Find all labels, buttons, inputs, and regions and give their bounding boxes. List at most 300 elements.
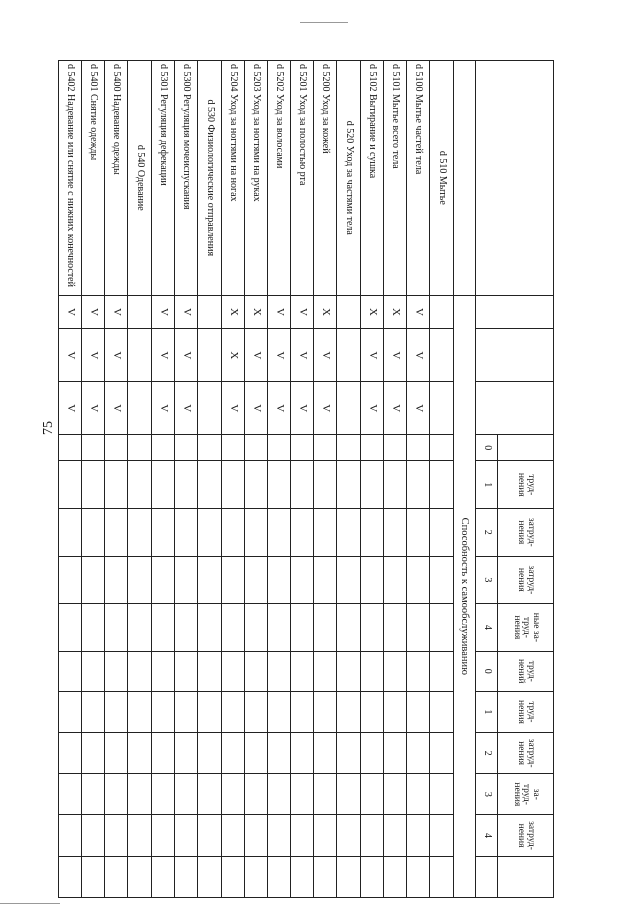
empty-cell xyxy=(82,509,105,557)
empty-cell xyxy=(152,604,175,652)
empty-cell xyxy=(105,815,128,856)
row-name: d 5200 Уход за кожей xyxy=(314,61,337,296)
row-name: d 5301 Регуляция дефекации xyxy=(152,61,175,296)
empty-cell xyxy=(152,856,175,897)
empty-cell xyxy=(268,651,291,691)
empty-cell xyxy=(291,461,314,509)
rating-mark xyxy=(198,329,222,382)
assessment-table-rotated xyxy=(62,60,554,898)
row-name: d 5100 Мытье частей тела xyxy=(407,61,430,296)
empty-cell xyxy=(291,856,314,897)
empty-cell xyxy=(175,733,198,774)
section-blank-cell xyxy=(454,61,476,296)
header-number: 3 xyxy=(476,774,498,815)
empty-cell xyxy=(361,691,384,732)
empty-cell xyxy=(59,604,82,652)
rating-mark: V xyxy=(407,382,430,435)
empty-cell xyxy=(407,691,430,732)
empty-cell xyxy=(82,461,105,509)
header-label: труд- нения xyxy=(498,461,554,509)
empty-cell xyxy=(59,461,82,509)
header-blank-cell xyxy=(476,61,554,296)
empty-cell xyxy=(198,556,222,604)
empty-cell xyxy=(222,691,245,732)
rating-mark: V xyxy=(59,295,82,329)
table-row xyxy=(222,61,245,898)
empty-cell xyxy=(314,509,337,557)
empty-cell xyxy=(361,651,384,691)
empty-cell xyxy=(152,651,175,691)
rating-mark xyxy=(337,295,361,329)
empty-cell xyxy=(222,435,245,461)
empty-cell xyxy=(384,774,407,815)
empty-cell xyxy=(82,856,105,897)
rating-mark: V xyxy=(384,382,407,435)
empty-cell xyxy=(59,651,82,691)
empty-cell xyxy=(268,556,291,604)
empty-cell xyxy=(198,733,222,774)
empty-cell xyxy=(152,691,175,732)
row-name: d 5202 Уход за волосами xyxy=(268,61,291,296)
empty-cell xyxy=(175,856,198,897)
empty-cell xyxy=(337,604,361,652)
empty-cell xyxy=(384,461,407,509)
empty-cell xyxy=(222,815,245,856)
empty-cell xyxy=(361,556,384,604)
empty-cell xyxy=(407,651,430,691)
empty-cell xyxy=(222,651,245,691)
empty-cell xyxy=(268,815,291,856)
empty-cell xyxy=(105,604,128,652)
header-label: труд- нения xyxy=(498,691,554,732)
empty-cell xyxy=(59,509,82,557)
group-name: d 530 Физиологические отправления xyxy=(198,61,222,296)
row-name: d 5201 Уход за полостью рта xyxy=(291,61,314,296)
empty-cell xyxy=(268,691,291,732)
empty-cell xyxy=(361,604,384,652)
empty-cell xyxy=(198,856,222,897)
rating-mark: X xyxy=(222,295,245,329)
empty-cell xyxy=(245,815,268,856)
rating-mark: V xyxy=(268,295,291,329)
rating-mark: V xyxy=(105,382,128,435)
table-row xyxy=(314,61,337,898)
empty-cell xyxy=(384,815,407,856)
empty-cell xyxy=(407,435,430,461)
empty-cell xyxy=(430,604,454,652)
empty-cell xyxy=(152,461,175,509)
empty-cell xyxy=(291,556,314,604)
rating-mark: V xyxy=(82,382,105,435)
empty-cell xyxy=(430,435,454,461)
empty-cell xyxy=(128,435,152,461)
empty-cell xyxy=(222,556,245,604)
empty-cell xyxy=(59,856,82,897)
empty-cell xyxy=(175,815,198,856)
empty-cell xyxy=(245,556,268,604)
rating-mark xyxy=(430,329,454,382)
empty-cell xyxy=(175,509,198,557)
empty-cell xyxy=(337,856,361,897)
header-number: 0 xyxy=(476,435,498,461)
empty-cell xyxy=(152,556,175,604)
row-name: d 5204 Уход за ногтями на ногах xyxy=(222,61,245,296)
empty-cell xyxy=(430,691,454,732)
empty-cell xyxy=(407,856,430,897)
empty-cell xyxy=(222,509,245,557)
empty-cell xyxy=(222,604,245,652)
empty-cell xyxy=(198,774,222,815)
empty-cell xyxy=(407,461,430,509)
empty-cell xyxy=(198,435,222,461)
table-row xyxy=(59,61,82,898)
rating-mark: X xyxy=(314,295,337,329)
empty-cell xyxy=(337,556,361,604)
empty-cell xyxy=(175,651,198,691)
empty-cell xyxy=(268,856,291,897)
rating-mark xyxy=(430,295,454,329)
empty-cell xyxy=(222,856,245,897)
rating-mark xyxy=(198,295,222,329)
empty-cell xyxy=(105,556,128,604)
empty-cell xyxy=(198,651,222,691)
rating-mark xyxy=(128,295,152,329)
empty-cell xyxy=(291,509,314,557)
table-row xyxy=(82,61,105,898)
empty-cell xyxy=(152,733,175,774)
rating-mark xyxy=(128,329,152,382)
empty-cell xyxy=(314,435,337,461)
empty-cell xyxy=(222,774,245,815)
section-title-row xyxy=(454,61,476,898)
rating-mark: V xyxy=(291,382,314,435)
empty-cell xyxy=(361,815,384,856)
rating-mark: V xyxy=(268,382,291,435)
empty-cell xyxy=(198,815,222,856)
rating-mark: V xyxy=(82,329,105,382)
empty-cell xyxy=(361,733,384,774)
rating-mark: V xyxy=(268,329,291,382)
empty-cell xyxy=(430,556,454,604)
empty-cell xyxy=(268,733,291,774)
empty-cell xyxy=(152,815,175,856)
empty-cell xyxy=(128,461,152,509)
rating-mark: V xyxy=(407,295,430,329)
empty-cell xyxy=(105,461,128,509)
empty-cell xyxy=(175,691,198,732)
empty-cell xyxy=(105,774,128,815)
empty-cell xyxy=(407,604,430,652)
empty-cell xyxy=(314,604,337,652)
empty-cell xyxy=(245,856,268,897)
empty-cell xyxy=(152,774,175,815)
rating-mark: V xyxy=(175,295,198,329)
empty-cell xyxy=(291,435,314,461)
empty-cell xyxy=(245,733,268,774)
empty-cell xyxy=(105,435,128,461)
header-row xyxy=(498,61,554,898)
empty-cell xyxy=(291,691,314,732)
rating-mark: V xyxy=(105,329,128,382)
empty-cell xyxy=(82,774,105,815)
rating-mark: V xyxy=(245,382,268,435)
header-label: затруд- нения xyxy=(498,509,554,557)
empty-cell xyxy=(361,774,384,815)
header-label: затруд- нения xyxy=(498,815,554,856)
empty-cell xyxy=(314,556,337,604)
rating-mark: V xyxy=(384,329,407,382)
rating-mark: V xyxy=(152,329,175,382)
rating-mark xyxy=(128,382,152,435)
header-blank-cell xyxy=(476,856,498,897)
empty-cell xyxy=(222,733,245,774)
empty-cell xyxy=(314,651,337,691)
empty-cell xyxy=(291,815,314,856)
rating-mark: V xyxy=(291,329,314,382)
table-row xyxy=(245,61,268,898)
empty-cell xyxy=(105,651,128,691)
empty-cell xyxy=(384,604,407,652)
section-title: Способность к самообслуживанию xyxy=(454,295,476,897)
rating-mark: V xyxy=(361,329,384,382)
rating-mark: X xyxy=(361,295,384,329)
rating-mark xyxy=(430,382,454,435)
empty-cell xyxy=(59,691,82,732)
rating-mark: V xyxy=(314,329,337,382)
group-row xyxy=(337,61,361,898)
header-number: 2 xyxy=(476,733,498,774)
empty-cell xyxy=(384,435,407,461)
row-name: d 5203 Уход за ногтями на руках xyxy=(245,61,268,296)
empty-cell xyxy=(268,435,291,461)
header-number: 4 xyxy=(476,604,498,652)
empty-cell xyxy=(407,733,430,774)
header-label: затруд- нения xyxy=(498,733,554,774)
empty-cell xyxy=(361,856,384,897)
empty-cell xyxy=(407,774,430,815)
table-row xyxy=(291,61,314,898)
rating-mark: V xyxy=(152,295,175,329)
empty-cell xyxy=(82,733,105,774)
rating-mark: X xyxy=(245,295,268,329)
rating-mark: V xyxy=(152,382,175,435)
empty-cell xyxy=(291,604,314,652)
empty-cell xyxy=(82,435,105,461)
group-name: d 540 Одевание xyxy=(128,61,152,296)
empty-cell xyxy=(198,604,222,652)
empty-cell xyxy=(430,856,454,897)
empty-cell xyxy=(128,651,152,691)
header-blank-cell xyxy=(498,856,554,897)
empty-cell xyxy=(407,509,430,557)
rating-mark: V xyxy=(82,295,105,329)
empty-cell xyxy=(314,461,337,509)
rating-mark: V xyxy=(59,382,82,435)
header-number: 0 xyxy=(476,651,498,691)
rating-mark: V xyxy=(407,329,430,382)
empty-cell xyxy=(245,691,268,732)
empty-cell xyxy=(59,774,82,815)
empty-cell xyxy=(384,691,407,732)
empty-cell xyxy=(82,556,105,604)
rating-mark: V xyxy=(361,382,384,435)
header-label: затруд- нения xyxy=(498,556,554,604)
row-name: d 5400 Надевание одежды xyxy=(105,61,128,296)
rating-mark xyxy=(198,382,222,435)
empty-cell xyxy=(175,556,198,604)
empty-cell xyxy=(314,815,337,856)
header-number: 2 xyxy=(476,509,498,557)
header-number: 1 xyxy=(476,461,498,509)
empty-cell xyxy=(82,691,105,732)
group-row xyxy=(128,61,152,898)
empty-cell xyxy=(430,461,454,509)
empty-cell xyxy=(268,604,291,652)
empty-cell xyxy=(245,461,268,509)
empty-cell xyxy=(128,691,152,732)
empty-cell xyxy=(222,461,245,509)
empty-cell xyxy=(384,856,407,897)
empty-cell xyxy=(82,604,105,652)
header-number: 1 xyxy=(476,691,498,732)
empty-cell xyxy=(430,733,454,774)
scan-artifact-line xyxy=(0,903,60,904)
header-blank-cell xyxy=(498,435,554,461)
rating-mark: V xyxy=(105,295,128,329)
empty-cell xyxy=(407,815,430,856)
empty-cell xyxy=(384,509,407,557)
empty-cell xyxy=(105,509,128,557)
header-number: 3 xyxy=(476,556,498,604)
empty-cell xyxy=(337,733,361,774)
rating-mark: V xyxy=(59,329,82,382)
empty-cell xyxy=(128,815,152,856)
empty-cell xyxy=(361,509,384,557)
rating-mark xyxy=(337,382,361,435)
empty-cell xyxy=(314,856,337,897)
rating-mark: V xyxy=(222,382,245,435)
rating-mark: V xyxy=(175,329,198,382)
empty-cell xyxy=(245,774,268,815)
empty-cell xyxy=(268,461,291,509)
table-row xyxy=(407,61,430,898)
empty-cell xyxy=(430,815,454,856)
group-name: d 520 Уход за частями тела xyxy=(337,61,361,296)
empty-cell xyxy=(128,856,152,897)
empty-cell xyxy=(59,556,82,604)
empty-cell xyxy=(105,691,128,732)
rating-mark: V xyxy=(175,382,198,435)
table-row xyxy=(361,61,384,898)
empty-cell xyxy=(175,604,198,652)
empty-cell xyxy=(245,604,268,652)
header-label: ные за- труд- нения xyxy=(498,604,554,652)
empty-cell xyxy=(245,509,268,557)
row-name: d 5402 Надевание или снятие с нижних конечностей xyxy=(59,61,82,296)
header-blank-cell xyxy=(476,382,554,435)
rating-mark: X xyxy=(222,329,245,382)
empty-cell xyxy=(128,733,152,774)
empty-cell xyxy=(384,733,407,774)
empty-cell xyxy=(337,435,361,461)
empty-cell xyxy=(198,509,222,557)
empty-cell xyxy=(361,435,384,461)
empty-cell xyxy=(245,651,268,691)
group-row xyxy=(430,61,454,898)
empty-cell xyxy=(314,691,337,732)
empty-cell xyxy=(59,435,82,461)
empty-cell xyxy=(105,733,128,774)
empty-cell xyxy=(314,774,337,815)
rating-mark: V xyxy=(291,295,314,329)
empty-cell xyxy=(407,556,430,604)
table-row xyxy=(175,61,198,898)
self-care-assessment-table xyxy=(58,60,554,898)
empty-cell xyxy=(337,509,361,557)
row-name: d 5101 Мытье всего тела xyxy=(384,61,407,296)
row-name: d 5300 Регуляция мочеиспускания xyxy=(175,61,198,296)
empty-cell xyxy=(128,774,152,815)
empty-cell xyxy=(175,774,198,815)
header-blank-cell xyxy=(476,295,554,329)
empty-cell xyxy=(337,815,361,856)
rating-mark xyxy=(337,329,361,382)
empty-cell xyxy=(128,509,152,557)
empty-cell xyxy=(82,815,105,856)
rating-mark: V xyxy=(314,382,337,435)
table-row xyxy=(384,61,407,898)
table-row xyxy=(152,61,175,898)
scan-artifact-line xyxy=(300,22,348,23)
empty-cell xyxy=(59,733,82,774)
empty-cell xyxy=(152,435,175,461)
empty-cell xyxy=(268,509,291,557)
empty-cell xyxy=(105,856,128,897)
header-label: труд- нений xyxy=(498,651,554,691)
empty-cell xyxy=(291,733,314,774)
page-number: 75 xyxy=(41,421,56,435)
empty-cell xyxy=(291,774,314,815)
empty-cell xyxy=(175,435,198,461)
rating-mark: V xyxy=(245,329,268,382)
table-row xyxy=(268,61,291,898)
empty-cell xyxy=(198,691,222,732)
header-label: за- труд- нения xyxy=(498,774,554,815)
empty-cell xyxy=(128,604,152,652)
rating-mark: X xyxy=(384,295,407,329)
group-row xyxy=(198,61,222,898)
empty-cell xyxy=(337,461,361,509)
empty-cell xyxy=(59,815,82,856)
row-name: d 5102 Вытирание и сушка xyxy=(361,61,384,296)
empty-cell xyxy=(314,733,337,774)
empty-cell xyxy=(268,774,291,815)
row-name: d 5401 Снятие одежды xyxy=(82,61,105,296)
empty-cell xyxy=(430,774,454,815)
empty-cell xyxy=(291,651,314,691)
empty-cell xyxy=(430,509,454,557)
empty-cell xyxy=(337,774,361,815)
empty-cell xyxy=(198,461,222,509)
empty-cell xyxy=(337,691,361,732)
empty-cell xyxy=(175,461,198,509)
empty-cell xyxy=(384,556,407,604)
empty-cell xyxy=(337,651,361,691)
table-row xyxy=(105,61,128,898)
empty-cell xyxy=(128,556,152,604)
empty-cell xyxy=(82,651,105,691)
header-number: 4 xyxy=(476,815,498,856)
